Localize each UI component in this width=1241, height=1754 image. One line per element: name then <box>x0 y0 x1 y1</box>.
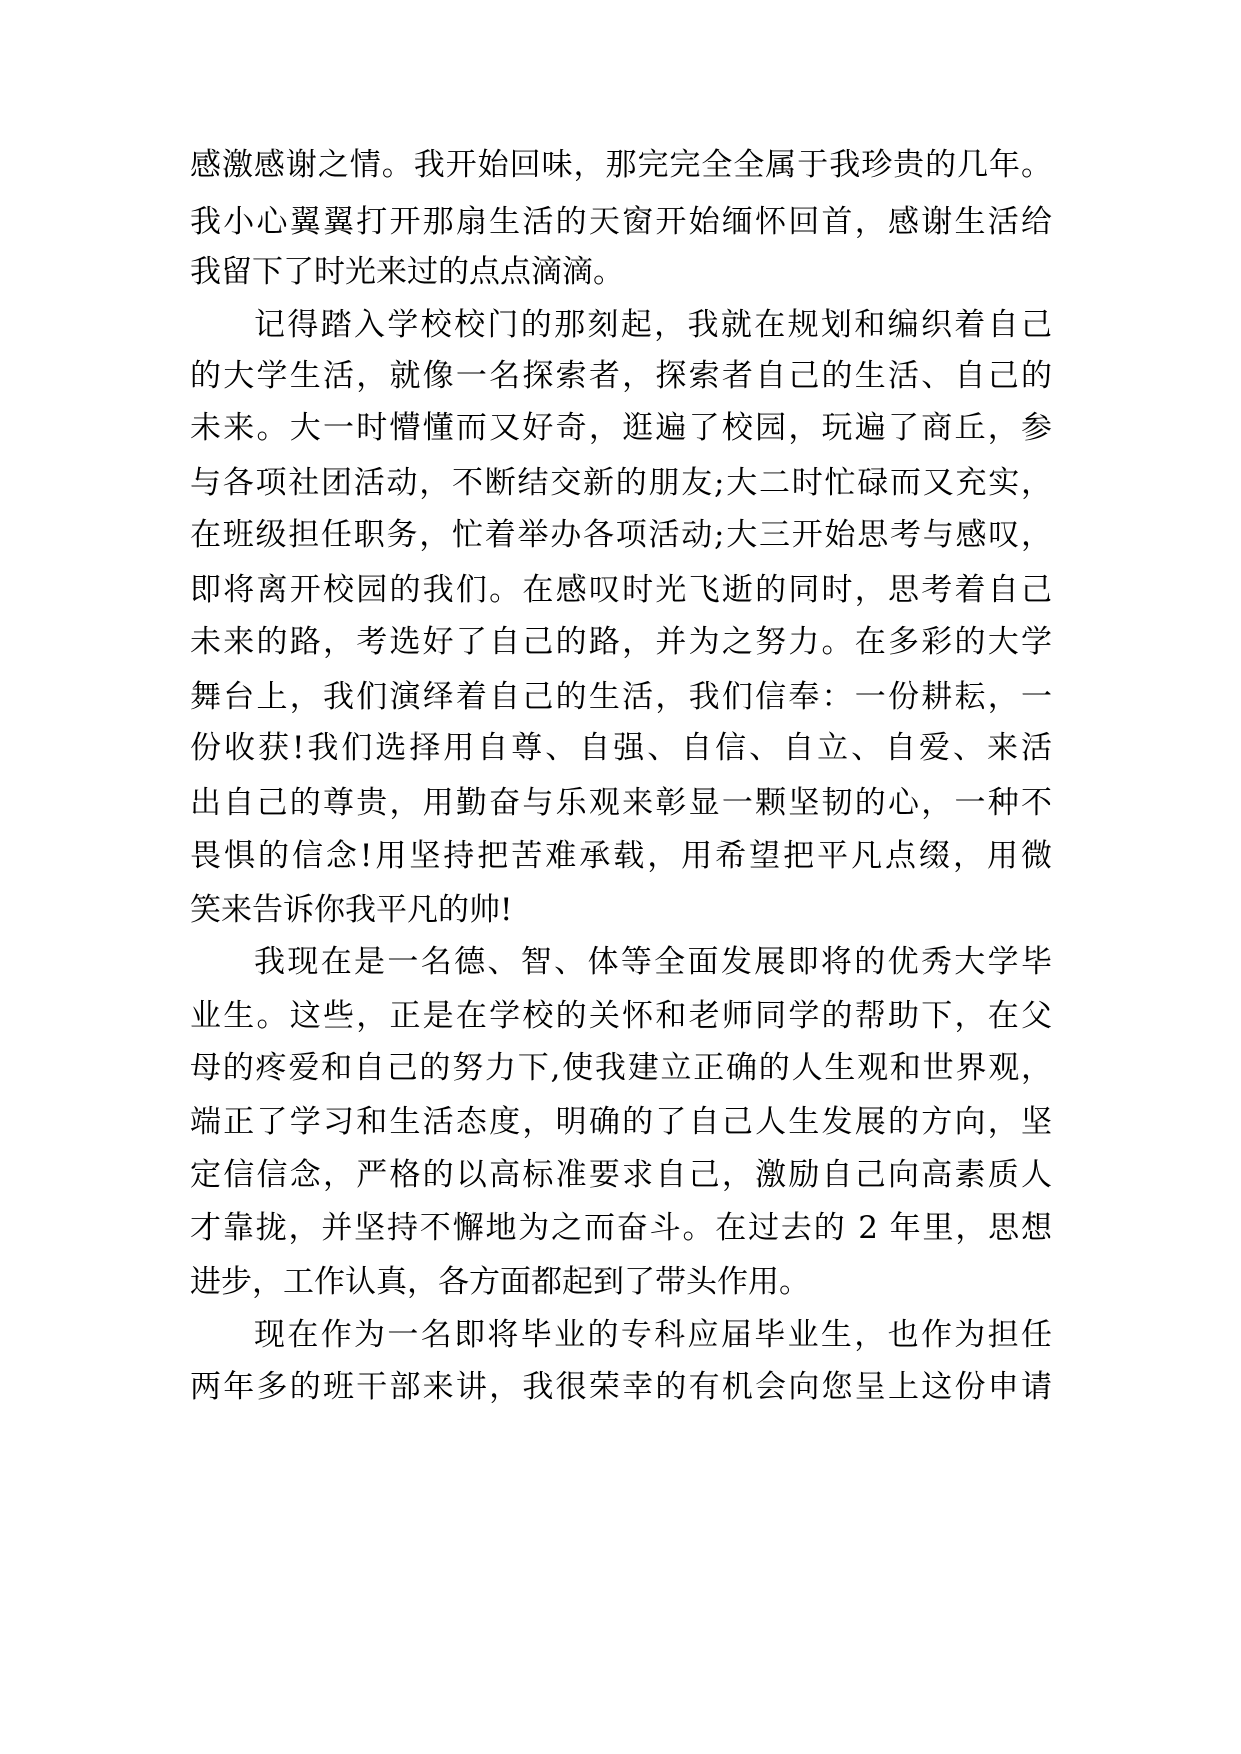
text-line: 我现在是一名德、智、体等全面发展即将的优秀大学毕 <box>254 944 1052 980</box>
text-line: 端正了学习和生活态度，明确的了自己人生发展的方向，坚 <box>190 1104 1052 1140</box>
text-line: 两年多的班干部来讲，我很荣幸的有机会向您呈上这份申请 <box>190 1369 1052 1405</box>
text-line: 现在作为一名即将毕业的专科应届毕业生，也作为担任 <box>254 1317 1052 1353</box>
text-line: 的大学生活，就像一名探索者，探索者自己的生活、自己的 <box>190 358 1052 394</box>
text-line: 出自己的尊贵，用勤奋与乐观来彰显一颗坚韧的心，一种不 <box>190 785 1052 821</box>
text-line: 才靠拢，并坚持不懈地为之而奋斗。在过去的 2 年里，思想 <box>190 1210 1052 1246</box>
text-line: 即将离开校园的我们。在感叹时光飞逝的同时，思考着自己 <box>190 572 1052 608</box>
text-line: 畏惧的信念!用坚持把苦难承载，用希望把平凡点缀，用微 <box>190 838 1052 874</box>
text-line: 母的疼爱和自己的努力下,使我建立正确的人生观和世界观， <box>190 1050 1052 1086</box>
text-line: 感激感谢之情。我开始回味，那完完全全属于我珍贵的几年。 <box>190 147 1052 183</box>
text-line: 记得踏入学校校门的那刻起，我就在规划和编织着自己 <box>254 307 1052 343</box>
text-line: 我留下了时光来过的点点滴滴。 <box>190 254 624 290</box>
text-line: 业生。这些，正是在学校的关怀和老师同学的帮助下，在父 <box>190 998 1052 1034</box>
text-line: 笑来告诉你我平凡的帅! <box>190 892 513 928</box>
text-line: 未来的路，考选好了自己的路，并为之努力。在多彩的大学 <box>190 624 1052 660</box>
text-line: 未来。大一时懵懂而又好奇，逛遍了校园，玩遍了商丘，参 <box>190 410 1052 446</box>
text-line: 我小心翼翼打开那扇生活的天窗开始缅怀回首，感谢生活给 <box>190 204 1052 240</box>
text-line: 定信信念，严格的以高标准要求自己，激励自己向高素质人 <box>190 1157 1052 1193</box>
text-line: 在班级担任职务，忙着举办各项活动;大三开始思考与感叹， <box>190 517 1052 553</box>
text-line: 份收获!我们选择用自尊、自强、自信、自立、自爱、来活 <box>190 730 1052 766</box>
text-line: 舞台上，我们演绎着自己的生活，我们信奉：一份耕耘，一 <box>190 679 1052 715</box>
text-line: 进步，工作认真，各方面都起到了带头作用。 <box>190 1264 810 1300</box>
text-line: 与各项社团活动，不断结交新的朋友;大二时忙碌而又充实， <box>190 465 1052 501</box>
